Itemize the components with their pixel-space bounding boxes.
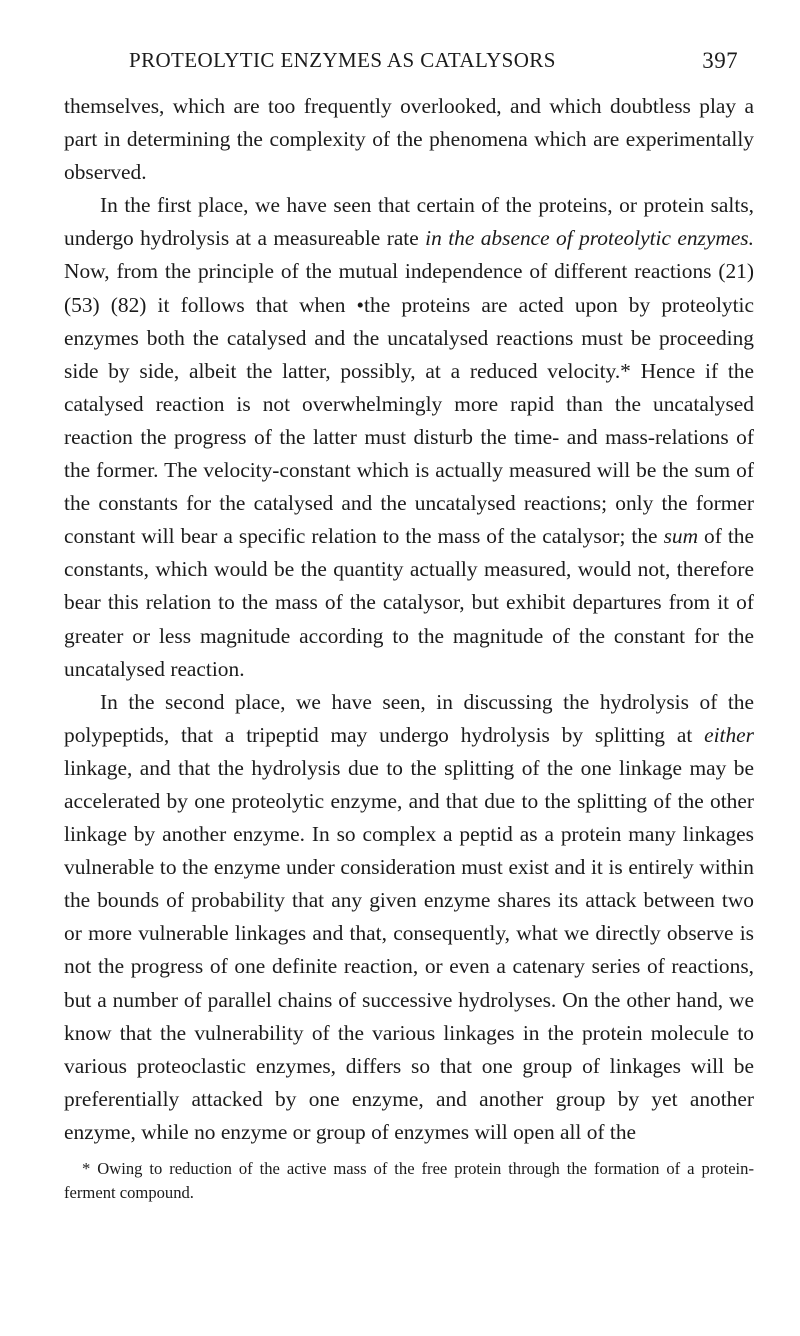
running-title: PROTEOLYTIC ENZYMES AS CATALYSORS: [129, 48, 556, 72]
paragraph-2-text-b: Now, from the principle of the mutual independence of different reactions (21) (53) (82) it follows that when •the proteins are acted upon by proteolytic enzymes both the catalysed and the uncatalysed reactions must be proceeding side by side, albeit the latter, possibly, at a reduced velocity.* Hence if the catalysed reaction is not overwhelmingly more rapid than the uncatalysed reaction the progress of the latter must disturb the time- and mass-relations of the former. The velocity-constant which is actually measured will be the sum of the constants for the catalysed and the uncatalysed reactions; only the former constant will bear a specific relation to the mass of the catalysor; the: [64, 259, 754, 549]
paragraph-3-text-a: In the second place, we have seen, in discussing the hydrolysis of the polypeptids, that a tripeptid may undergo hydrolysis by splitting at: [64, 689, 754, 747]
page-number: 397: [702, 48, 738, 73]
paragraph-2: [64, 189, 754, 685]
paragraph-3: [64, 686, 754, 1149]
paragraph-2-italic-phrase: in the absence of proteolytic enzymes.: [425, 226, 754, 251]
body-text: [64, 90, 754, 1149]
paragraph-1: [64, 90, 754, 189]
paragraph-2-italic-word: sum: [663, 524, 699, 549]
running-head: [64, 44, 754, 78]
paragraph-1-text: themselves, which are too frequently overlooked, and which doubtless play a part in determining the complexity of the phenomena which are experimentally observed.: [64, 94, 754, 185]
paragraph-3-text-b: linkage, and that the hydrolysis due to the splitting of the one linkage may be accelerated by one proteolytic enzyme, and that due to the splitting of the other linkage by another enzyme. In so complex a peptid as a protein many linkages vulnerable to the enzyme under consideration must exist and it is entirely within the bounds of probability that any given enzyme shares its attack between two or more vulnerable linkages and that, consequently, what we directly observe is not the progress of one definite reaction, or even a catenary series of reactions, but a number of parallel chains of successive hydrolyses. On the other hand, we know that the vulnerability of the various linkages in the protein molecule to various proteoclastic enzymes, differs so that one group of linkages will be preferentially attacked by one enzyme, and another group by yet another enzyme, while no enzyme or group of enzymes will open all of the: [64, 755, 754, 1144]
paragraph-2-text-a: In the first place, we have seen that certain of the proteins, or protein salts, undergo hydrolysis at a measureable rate: [64, 193, 754, 251]
paragraph-3-italic-word: either: [704, 722, 754, 747]
book-page: [64, 44, 754, 1205]
footnote: * Owing to reduction of the active mass of the free protein through the formation of a protein-ferment compound.: [64, 1159, 754, 1202]
paragraph-2-text-c: of the constants, which would be the quantity actually measured, would not, therefore bear this relation to the mass of the catalysor, but exhibit departures from it of greater or less magnitude according to the magnitude of the constant for the uncatalysed reaction.: [64, 524, 754, 681]
